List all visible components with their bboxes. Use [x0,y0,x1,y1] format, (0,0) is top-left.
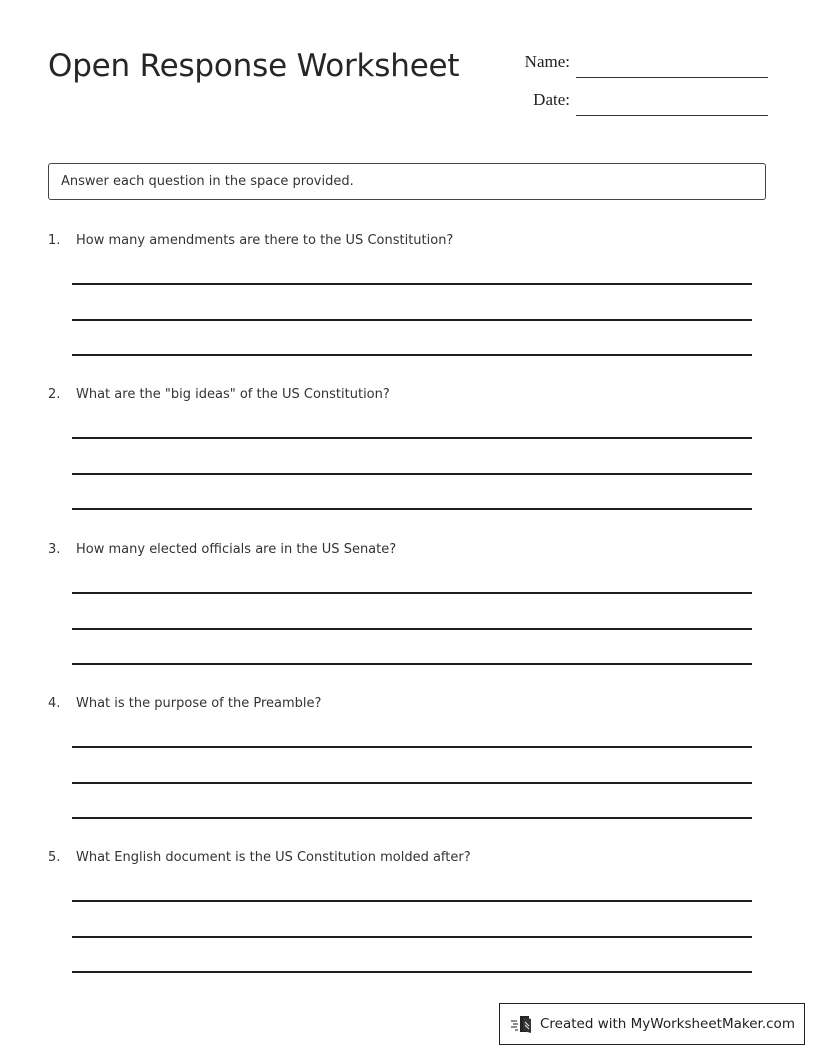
answer-line-3[interactable] [72,971,752,973]
answer-line-2[interactable] [72,936,752,938]
answer-line-1[interactable] [72,437,752,439]
page-title: Open Response Worksheet [48,48,460,84]
question-text: What are the "big ideas" of the US Constitution? [76,387,390,402]
question-text: How many amendments are there to the US Constitution? [76,233,454,248]
answer-line-2[interactable] [72,628,752,630]
answer-line-1[interactable] [72,746,752,748]
question-5 [48,848,752,978]
question-number: 5. [48,850,61,865]
question-text: What English document is the US Constitution molded after? [76,850,471,865]
question-text: How many elected officials are in the US Senate? [76,542,397,557]
answer-line-1[interactable] [72,283,752,285]
answer-line-3[interactable] [72,354,752,356]
answer-line-1[interactable] [72,592,752,594]
question-number: 3. [48,542,61,557]
date-field [500,86,768,116]
question-4 [48,694,752,824]
date-input-line[interactable] [576,115,768,116]
answer-line-3[interactable] [72,663,752,665]
question-number: 2. [48,387,61,402]
name-field [500,48,768,78]
question-text: What is the purpose of the Preamble? [76,696,322,711]
answer-line-1[interactable] [72,900,752,902]
worksheet-maker-logo-icon [510,1013,534,1035]
question-3 [48,540,752,670]
answer-line-3[interactable] [72,817,752,819]
answer-line-2[interactable] [72,782,752,784]
question-number: 1. [48,233,61,248]
answer-line-2[interactable] [72,319,752,321]
answer-line-3[interactable] [72,508,752,510]
name-input-line[interactable] [576,77,768,78]
date-label: Date: [533,90,570,109]
question-1 [48,231,752,361]
question-number: 4. [48,696,61,711]
answer-line-2[interactable] [72,473,752,475]
name-label: Name: [524,52,570,71]
instructions-box: Answer each question in the space provided. [48,163,766,200]
footer-text: Created with MyWorksheetMaker.com [540,1016,795,1032]
question-2 [48,385,752,515]
created-with-badge[interactable] [499,1003,805,1045]
